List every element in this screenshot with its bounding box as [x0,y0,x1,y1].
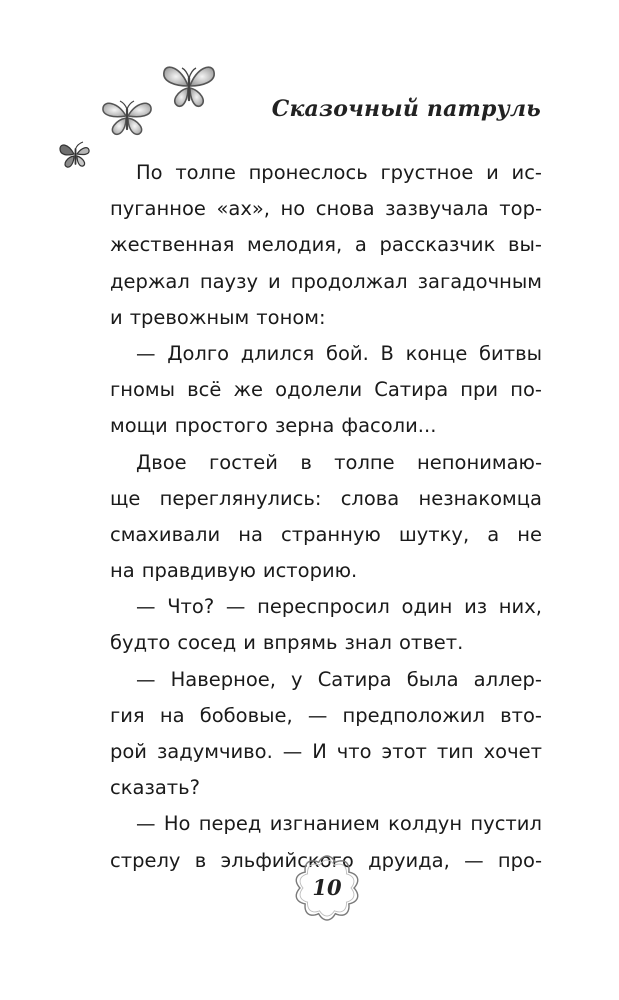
text-line: ще переглянулись: слова незнакомца [110,486,542,510]
text-line: мощи простого зерна фасоли... [110,414,437,438]
butterfly-icon [160,60,218,110]
butterfly-icon [58,140,94,170]
text-line: и тревожным тоном: [110,305,326,329]
text-line: смахивали на странную шутку, а не [110,522,542,546]
text-line: рой задумчиво. — И что этот тип хочет [110,740,542,763]
text-line: — Долго длился бой. В конце битвы [136,341,542,365]
text-line: — Наверное, у Сатира была аллер- [136,667,542,691]
text-line: — Но перед изгнанием колдун пустил [136,812,542,836]
running-head: Сказочный патруль [271,96,541,122]
text-line: сказать? [110,776,200,800]
body-text [110,155,542,879]
text-line: на правдивую историю. [110,559,358,583]
butterfly-icon [100,96,154,138]
text-line: держал паузу и продолжал загадочным [110,269,542,293]
page-number: 10 [312,875,342,900]
text-line: гия на бобовые, — предположил вто- [110,703,542,727]
text-line: стрелу в эльфийского друида, — про- [110,848,542,872]
page-number-badge [292,853,362,923]
text-line: По толпе пронеслось грустное и ис- [136,161,542,184]
text-line: жественная мелодия, а рассказчик вы- [110,233,542,257]
text-line: — Что? — переспросил один из них, [136,595,542,619]
text-line: пуганное «ах», но снова зазвучала тор- [110,197,542,221]
text-line: гномы всё же одолели Сатира при по- [110,378,542,402]
text-line: будто сосед и впрямь знал ответ. [110,631,464,655]
text-line: Двое гостей в толпе непонимаю- [136,450,542,474]
